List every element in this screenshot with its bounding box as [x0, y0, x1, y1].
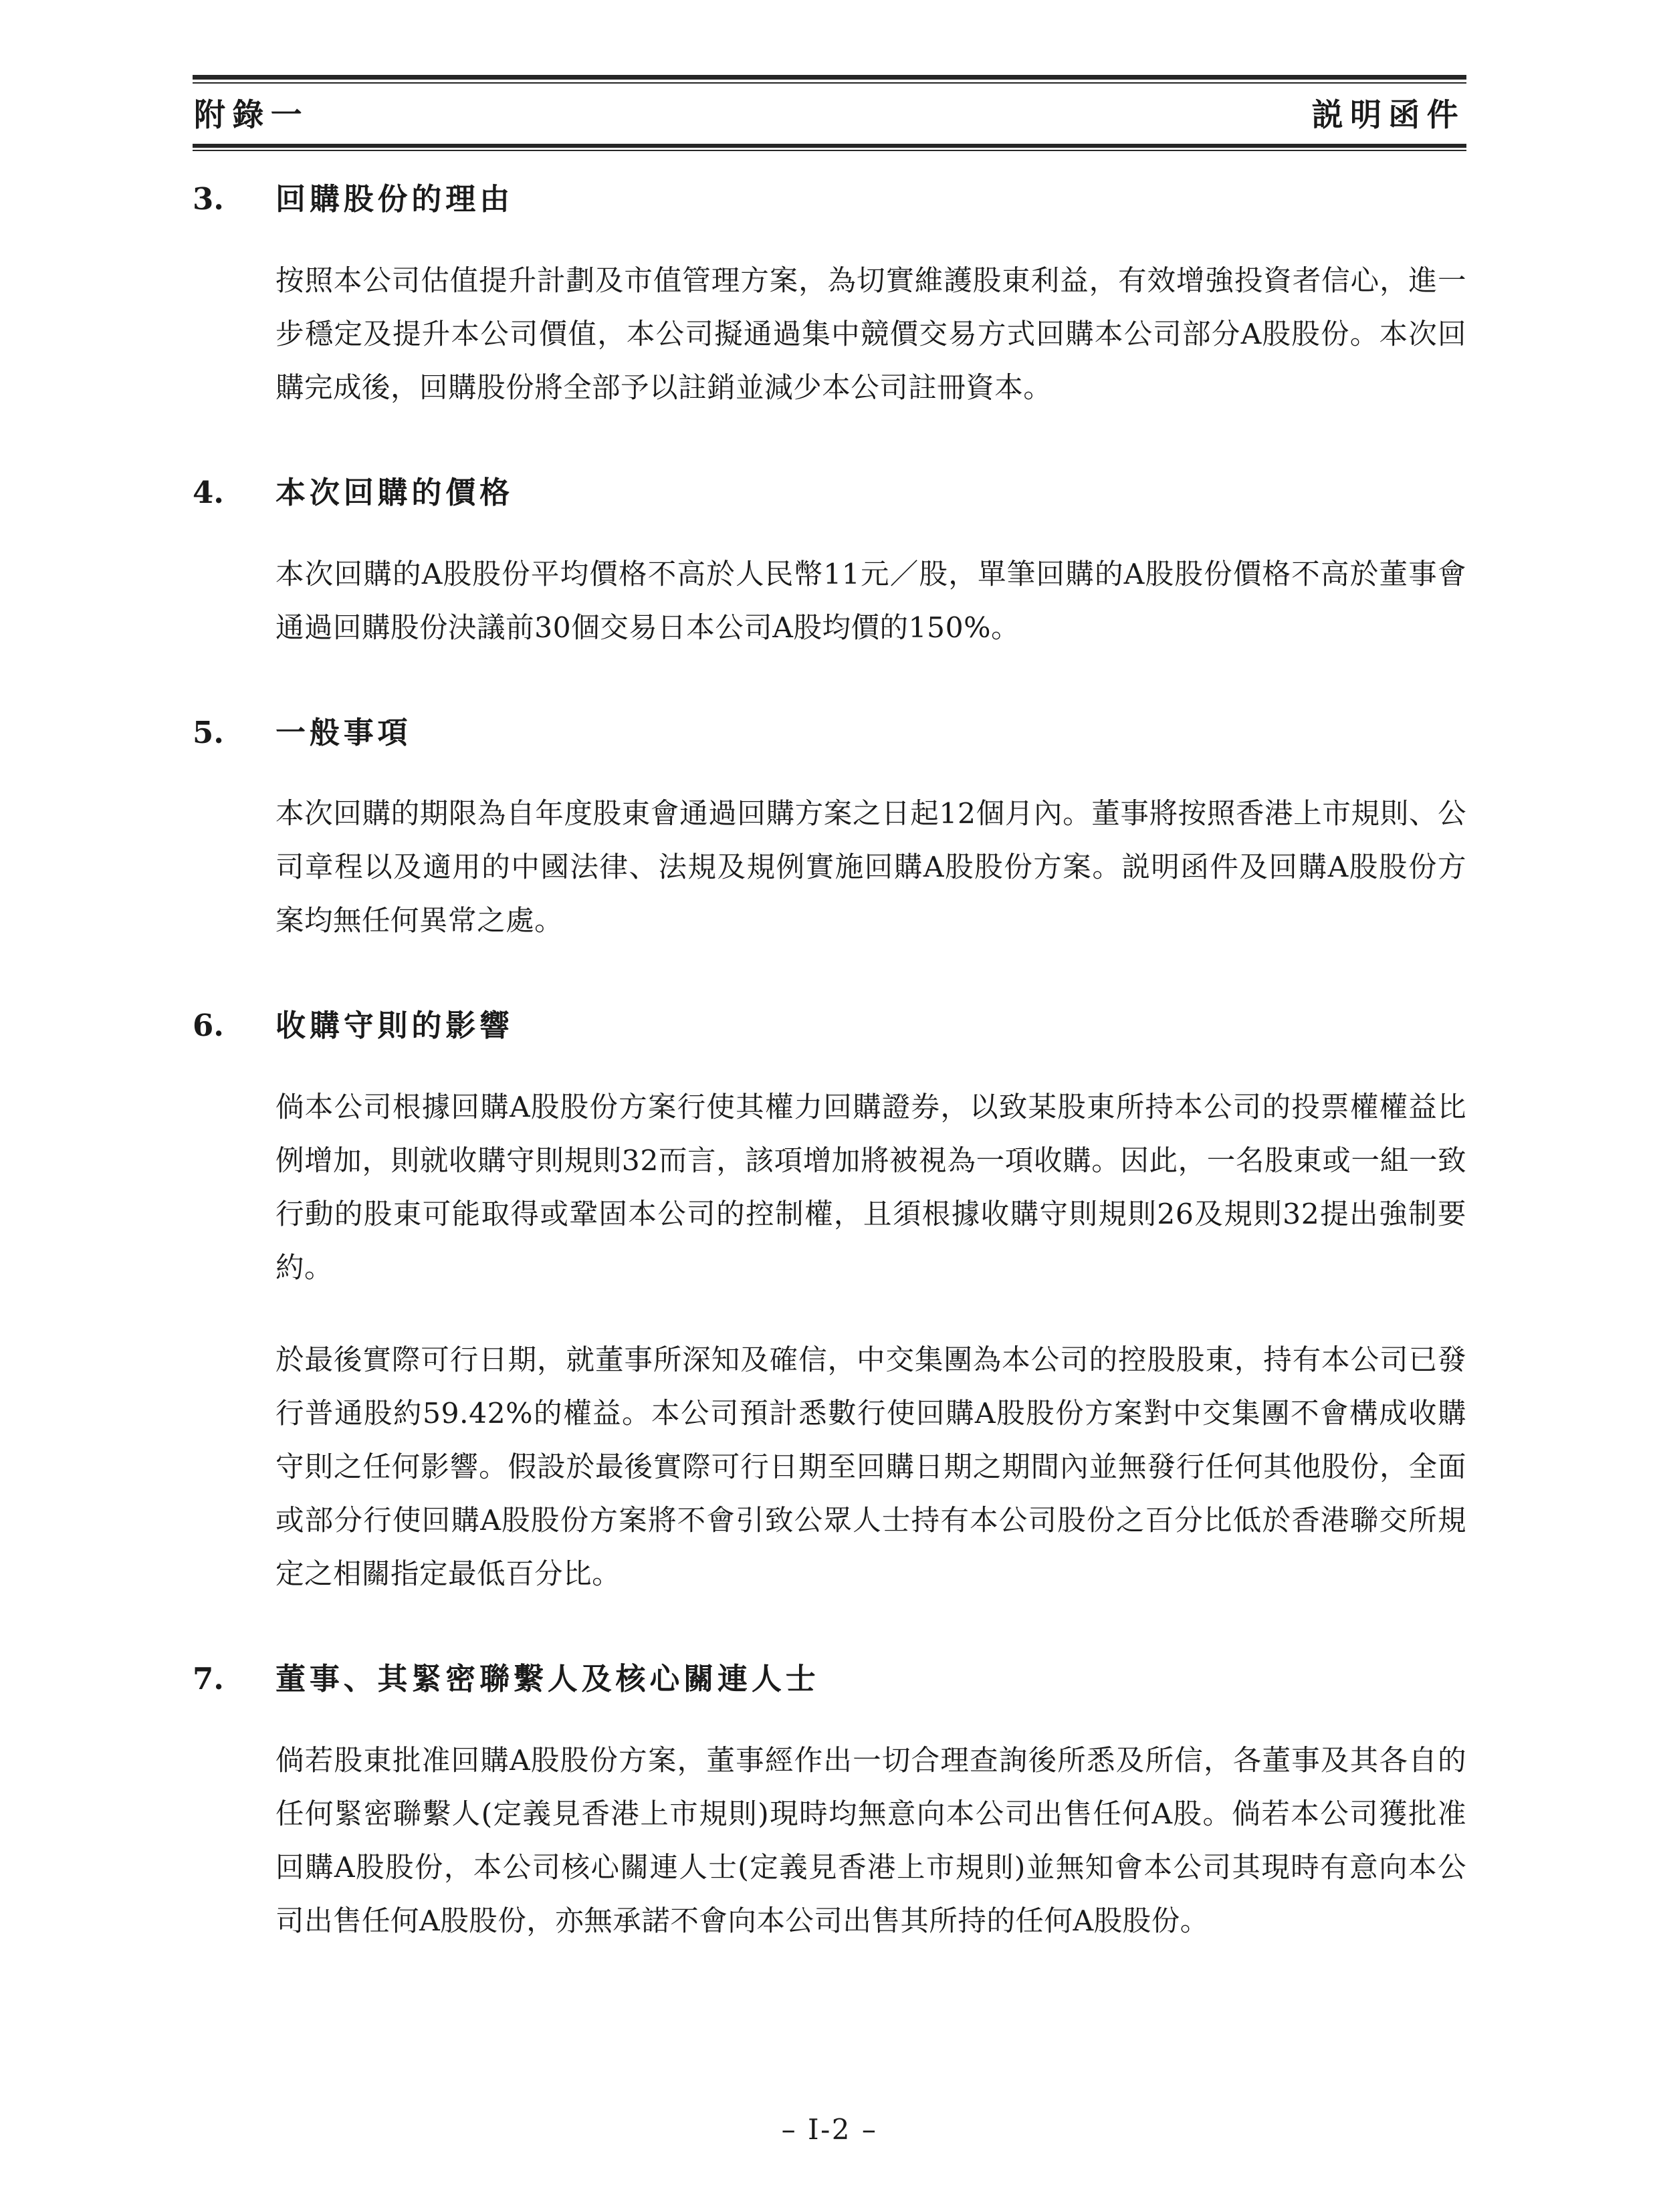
section-5 [193, 713, 1466, 949]
header-rule-top [193, 75, 1466, 84]
section-4-heading [193, 473, 1466, 514]
spacer [193, 1704, 1466, 1735]
page-footer [0, 2113, 1659, 2146]
section-4-paragraph-1: 本次回購的A股股份平均價格不高於人民幣11元／股，單筆回購的A股股份價格不高於董事會通過回購股份決議前30個交易日本公司A股均價的150%。 [275, 558, 1466, 645]
spacer [193, 655, 1466, 713]
section-5-paragraph-1: 本次回購的期限為自年度股東會通過回購方案之日起12個月內。董事將按照香港上市規則、公司章程以及適用的中國法律、法規及規例實施回購A股股份方案。説明函件及回購A股股份方案均無任何異常之處。 [275, 798, 1466, 938]
section-6-paragraph-1: 倘本公司根據回購A股股份方案行使其權力回購證券，以致某股東所持本公司的投票權權益比例增加，則就收購守則規則32而言，該項增加將被視為一項收購。因此，一名股東或一組一致行動的股東可能取得或鞏固本公司的控制權，且須根據收購守則規則26及規則32提出強制要約。 [275, 1091, 1466, 1285]
section-4-number: 4. [193, 474, 224, 510]
section-3-heading [193, 179, 1466, 220]
section-5-number: 5. [193, 714, 224, 750]
document-body [193, 179, 1466, 1949]
section-6-paragraph-2: 於最後實際可行日期，就董事所深知及確信，中交集團為本公司的控股股東，持有本公司已發行普通股約59.42%的權益。本公司預計悉數行使回購A股股份方案對中交集團不會構成收購守則之任何影響。假設於最後實際可行日期至回購日期之期間內並無發行任何其他股份，全面或部分行使回購A股股份方案將不會引致公眾人士持有本公司股份之百分比低於香港聯交所規定之相關指定最低百分比。 [275, 1344, 1466, 1591]
section-4-title: 本次回購的價格 [275, 474, 514, 510]
header-document-title: 説明函件 [1311, 97, 1465, 134]
section-3-paragraph-1: 按照本公司估值提升計劃及市值管理方案，為切實維護股東利益，有效增強投資者信心，進一步穩定及提升本公司價值，本公司擬通過集中競價交易方式回購本公司部分A股股份。本次回購完成後，回購股份將全部予以註銷並減少本公司註冊資本。 [275, 264, 1466, 405]
section-7 [193, 1659, 1466, 1949]
page-number: – I-2 – [781, 2113, 878, 2146]
spacer [193, 757, 1466, 788]
header-titles-row [193, 84, 1466, 144]
running-header [193, 75, 1466, 151]
section-3-number: 3. [193, 181, 224, 217]
section-5-heading [193, 713, 1466, 754]
header-appendix-label: 附錄一 [194, 97, 310, 134]
header-rule-bottom [193, 144, 1466, 151]
section-3 [193, 179, 1466, 415]
section-6-heading [193, 1006, 1466, 1046]
section-7-paragraph-1: 倘若股東批准回購A股股份方案，董事經作出一切合理查詢後所悉及所信，各董事及其各自的任何緊密聯繫人(定義見香港上市規則)現時均無意向本公司出售任何A股。倘若本公司獲批准回購A股股份，本公司核心關連人士(定義見香港上市規則)並無知會本公司其現時有意向本公司出售任何A股股份，亦無承諾不會向本公司出售其所持的任何A股股份。 [275, 1744, 1466, 1938]
section-6 [193, 1006, 1466, 1601]
section-5-title: 一般事項 [275, 714, 412, 750]
spacer [193, 224, 1466, 255]
section-3-title: 回購股份的理由 [275, 181, 514, 217]
section-7-number: 7. [193, 1661, 224, 1696]
section-7-heading [193, 1659, 1466, 1700]
section-4 [193, 473, 1466, 655]
section-6-title: 收購守則的影響 [275, 1008, 514, 1044]
spacer [193, 415, 1466, 473]
spacer [193, 518, 1466, 548]
section-7-title: 董事、其緊密聯繫人及核心關連人士 [275, 1661, 820, 1696]
section-6-number: 6. [193, 1008, 224, 1044]
spacer [193, 1050, 1466, 1081]
spacer [193, 948, 1466, 1006]
spacer [193, 1601, 1466, 1659]
